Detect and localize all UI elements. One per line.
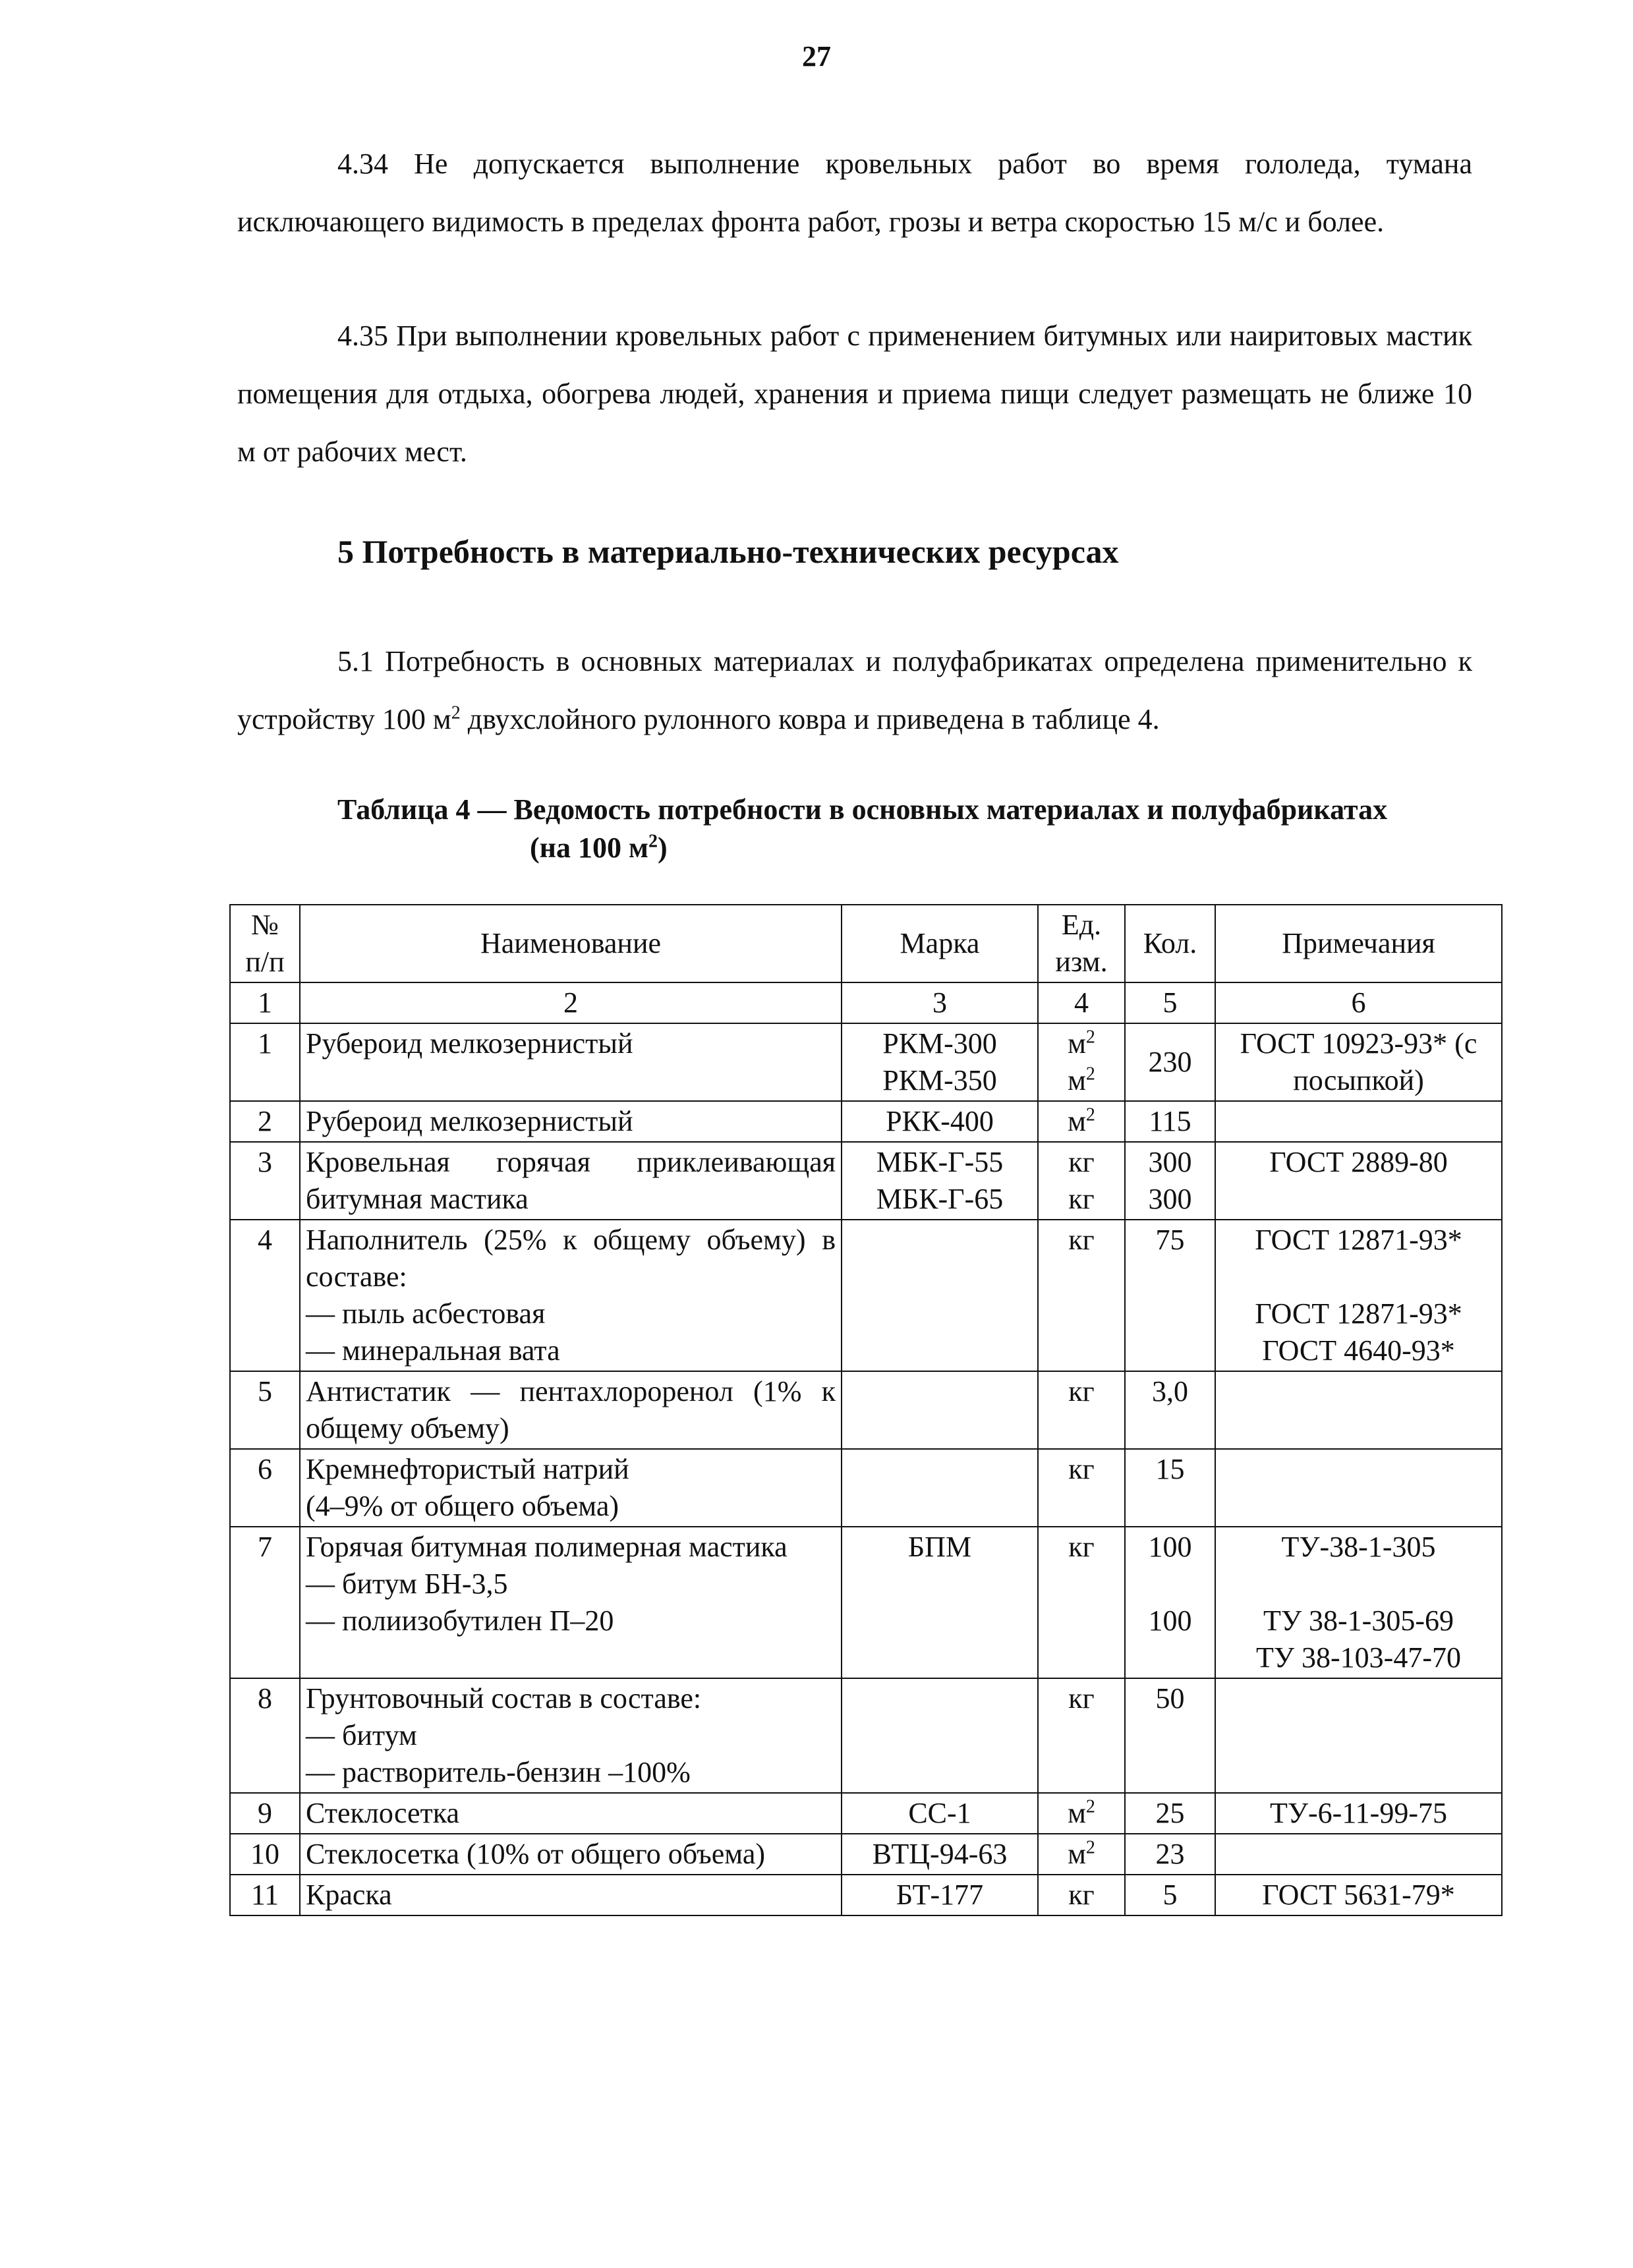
paragraph-4-35-text: 4.35 При выполнении кровельных работ с применением битумных или наиритовых мастик помещения для отдыха, обогрева людей, хранения и приема пищи следует размещать не ближе 10 м от рабочих мест. [237, 320, 1472, 468]
row-num: 6 [230, 1449, 300, 1527]
row-name [300, 1220, 842, 1371]
row-unit [1038, 1834, 1125, 1875]
header-unit [1038, 905, 1125, 982]
row-notes-line: ТУ 38-103-47-70 [1256, 1641, 1461, 1674]
paragraph-5-1 [237, 633, 1472, 749]
row-brand [842, 1678, 1038, 1793]
col-number-5: 5 [1125, 982, 1215, 1023]
row-unit [1038, 1793, 1125, 1834]
paragraph-4-34 [237, 135, 1472, 251]
table-caption-line2 [337, 829, 1491, 867]
row-notes-line: ГОСТ 4640-93* [1262, 1334, 1455, 1367]
row-unit-sup: 2 [1085, 1027, 1095, 1048]
row-notes: ТУ-6-11-99-75 [1215, 1793, 1502, 1834]
row-num: 4 [230, 1220, 300, 1371]
row-name-line: — битум БН-3,5 [306, 1568, 508, 1600]
table-row [230, 1527, 1502, 1678]
row-notes-line [1221, 1259, 1496, 1295]
row-num: 2 [230, 1101, 300, 1142]
row-unit-sup: 2 [1085, 1104, 1095, 1125]
table-row [230, 1834, 1502, 1875]
row-name-line: — битум [306, 1719, 417, 1751]
header-name: Наименование [300, 905, 842, 982]
col-number-6: 6 [1215, 982, 1502, 1023]
row-name-line: (4–9% от общего объема) [306, 1490, 619, 1522]
row-unit [1038, 1101, 1125, 1142]
row-notes [1215, 1834, 1502, 1875]
row-brand: БТ-177 [842, 1875, 1038, 1915]
row-name [300, 1527, 842, 1678]
row-notes-line: ТУ 38-1-305-69 [1263, 1604, 1454, 1637]
row-name-line: — минеральная вата [306, 1334, 560, 1367]
row-num: 8 [230, 1678, 300, 1793]
table-row [230, 1023, 1502, 1101]
paragraph-5-1-sup: 2 [451, 702, 461, 723]
row-qty: 5 [1125, 1875, 1215, 1915]
section-heading: 5 Потребность в материально-технических ресурсах [337, 533, 1119, 570]
table-row [230, 1449, 1502, 1527]
header-num [230, 905, 300, 982]
row-qty: 25 [1125, 1793, 1215, 1834]
column-number-row [230, 982, 1502, 1023]
row-num: 7 [230, 1527, 300, 1678]
col-number-2: 2 [300, 982, 842, 1023]
table-row [230, 1793, 1502, 1834]
paragraph-5-1-part2: двухслойного рулонного ковра и приведена в таблице 4. [460, 703, 1160, 735]
table-body [230, 1023, 1502, 1915]
paragraph-4-35 [237, 307, 1472, 481]
table-caption-line2-part1: (на 100 м [530, 832, 648, 864]
row-unit-sup: 2 [1085, 1837, 1095, 1858]
table-row [230, 1220, 1502, 1371]
header-notes: Примечания [1215, 905, 1502, 982]
row-qty: 75 [1125, 1220, 1215, 1371]
row-unit: кг [1038, 1449, 1125, 1527]
row-name [300, 1449, 842, 1527]
row-qty-line: 100 [1148, 1531, 1192, 1563]
row-brand: РКК-400 [842, 1101, 1038, 1142]
row-unit-line [1044, 1062, 1119, 1099]
header-unit-line2: изм. [1055, 946, 1108, 978]
row-brand [842, 1142, 1038, 1220]
paragraph-5-1-text [237, 633, 1472, 749]
header-num-line1: № [251, 909, 279, 941]
row-unit: кг [1038, 1678, 1125, 1793]
row-unit [1038, 1023, 1125, 1101]
row-brand [842, 1371, 1038, 1449]
row-brand-line: РКМ-350 [882, 1064, 997, 1096]
row-name: Антистатик — пентахлороренол (1% к общему объему) [300, 1371, 842, 1449]
row-unit-line: кг [1068, 1146, 1095, 1178]
header-num-line2: п/п [245, 946, 285, 978]
row-num: 11 [230, 1875, 300, 1915]
table-head [230, 905, 1502, 1023]
row-name: Стеклосетка (10% от общего объема) [300, 1834, 842, 1875]
row-name-line: Кремнефтористый натрий [306, 1453, 629, 1485]
materials-table [229, 904, 1503, 1916]
row-notes: ГОСТ 2889-80 [1215, 1142, 1502, 1220]
row-name-line: Грунтовочный состав в составе: [306, 1682, 702, 1715]
row-qty-line: 300 [1148, 1146, 1192, 1178]
row-name-line: — пыль асбестовая [306, 1297, 546, 1330]
row-unit: кг [1038, 1875, 1125, 1915]
row-notes [1215, 1371, 1502, 1449]
row-brand: ВТЦ-94-63 [842, 1834, 1038, 1875]
col-number-4: 4 [1038, 982, 1125, 1023]
row-name-line: — растворитель-бензин –100% [306, 1756, 691, 1788]
row-name-line: Наполнитель (25% к общему объему) в составе: [306, 1224, 836, 1293]
row-qty: 3,0 [1125, 1371, 1215, 1449]
row-brand [842, 1023, 1038, 1101]
row-qty [1125, 1142, 1215, 1220]
row-name [300, 1678, 842, 1793]
row-name: Кровельная горячая приклеивающая битумная мастика [300, 1142, 842, 1220]
row-brand [842, 1220, 1038, 1371]
header-row [230, 905, 1502, 982]
col-number-1: 1 [230, 982, 300, 1023]
row-num: 9 [230, 1793, 300, 1834]
table-row [230, 1371, 1502, 1449]
row-unit-text: м [1068, 1105, 1086, 1137]
row-qty: 15 [1125, 1449, 1215, 1527]
row-notes [1215, 1101, 1502, 1142]
row-qty: 23 [1125, 1834, 1215, 1875]
table-row [230, 1875, 1502, 1915]
row-qty: 50 [1125, 1678, 1215, 1793]
row-notes [1215, 1220, 1502, 1371]
row-num: 1 [230, 1023, 300, 1101]
table-row [230, 1101, 1502, 1142]
row-brand-line: РКМ-300 [882, 1027, 997, 1060]
header-qty: Кол. [1125, 905, 1215, 982]
paragraph-5-1-part1: 5.1 Потребность в основных материалах и полуфабрикатах определена применительно к устройству 100 м [237, 645, 1472, 735]
row-name-line: — полиизобутилен П–20 [306, 1604, 614, 1637]
table-row [230, 1678, 1502, 1793]
table-caption-sup: 2 [648, 831, 658, 852]
row-qty-line [1131, 1566, 1209, 1602]
header-unit-line1: Ед. [1061, 909, 1102, 941]
row-brand: СС-1 [842, 1793, 1038, 1834]
row-unit-sup: 2 [1085, 1063, 1095, 1085]
row-num: 5 [230, 1371, 300, 1449]
table-caption-line2-part2: ) [657, 832, 668, 864]
row-brand: БПМ [842, 1527, 1038, 1678]
page-number: 27 [802, 40, 831, 72]
row-unit [1038, 1142, 1125, 1220]
row-unit: кг [1038, 1371, 1125, 1449]
table-row [230, 1142, 1502, 1220]
row-name: Краска [300, 1875, 842, 1915]
row-notes [1215, 1449, 1502, 1527]
row-num: 3 [230, 1142, 300, 1220]
row-notes [1215, 1678, 1502, 1793]
row-unit-text: м [1068, 1838, 1086, 1870]
row-notes-line: ГОСТ 12871-93* [1255, 1297, 1462, 1330]
row-name: Рубероид мелкозернистый [300, 1101, 842, 1142]
row-qty-line: 100 [1148, 1604, 1192, 1637]
row-unit-text: м [1068, 1027, 1086, 1060]
row-qty: 230 [1125, 1023, 1215, 1101]
row-unit-text: м [1068, 1064, 1086, 1096]
row-num: 10 [230, 1834, 300, 1875]
row-brand-line: МБК-Г-65 [876, 1183, 1004, 1215]
row-notes-line: ТУ-38-1-305 [1281, 1531, 1436, 1563]
col-number-3: 3 [842, 982, 1038, 1023]
row-name: Рубероид мелкозернистый [300, 1023, 842, 1101]
row-brand [842, 1449, 1038, 1527]
row-name-line: Горячая битумная полимерная мастика [306, 1531, 788, 1563]
row-brand-line: МБК-Г-55 [876, 1146, 1004, 1178]
row-unit-text: м [1068, 1797, 1086, 1829]
header-brand: Марка [842, 905, 1038, 982]
row-qty: 115 [1125, 1101, 1215, 1142]
row-notes: ГОСТ 10923-93* (с посыпкой) [1215, 1023, 1502, 1101]
table-caption-line1: Таблица 4 — Ведомость потребности в основных материалах и полуфабрикатах [337, 793, 1388, 826]
row-unit-line [1044, 1025, 1119, 1062]
row-name: Стеклосетка [300, 1793, 842, 1834]
row-notes-line [1221, 1566, 1496, 1602]
row-qty [1125, 1527, 1215, 1678]
row-notes: ГОСТ 5631-79* [1215, 1875, 1502, 1915]
row-notes-line: ГОСТ 12871-93* [1255, 1224, 1462, 1256]
row-notes [1215, 1527, 1502, 1678]
row-qty-line: 300 [1148, 1183, 1192, 1215]
paragraph-4-34-text: 4.34 Не допускается выполнение кровельных работ во время гололеда, тумана исключающего видимость в пределах фронта работ, грозы и ветра скоростью 15 м/с и более. [237, 148, 1472, 238]
table-caption [337, 791, 1491, 867]
row-unit-sup: 2 [1085, 1796, 1095, 1817]
row-unit: кг [1038, 1220, 1125, 1371]
row-unit: кг [1038, 1527, 1125, 1678]
row-unit-line: кг [1068, 1183, 1095, 1215]
